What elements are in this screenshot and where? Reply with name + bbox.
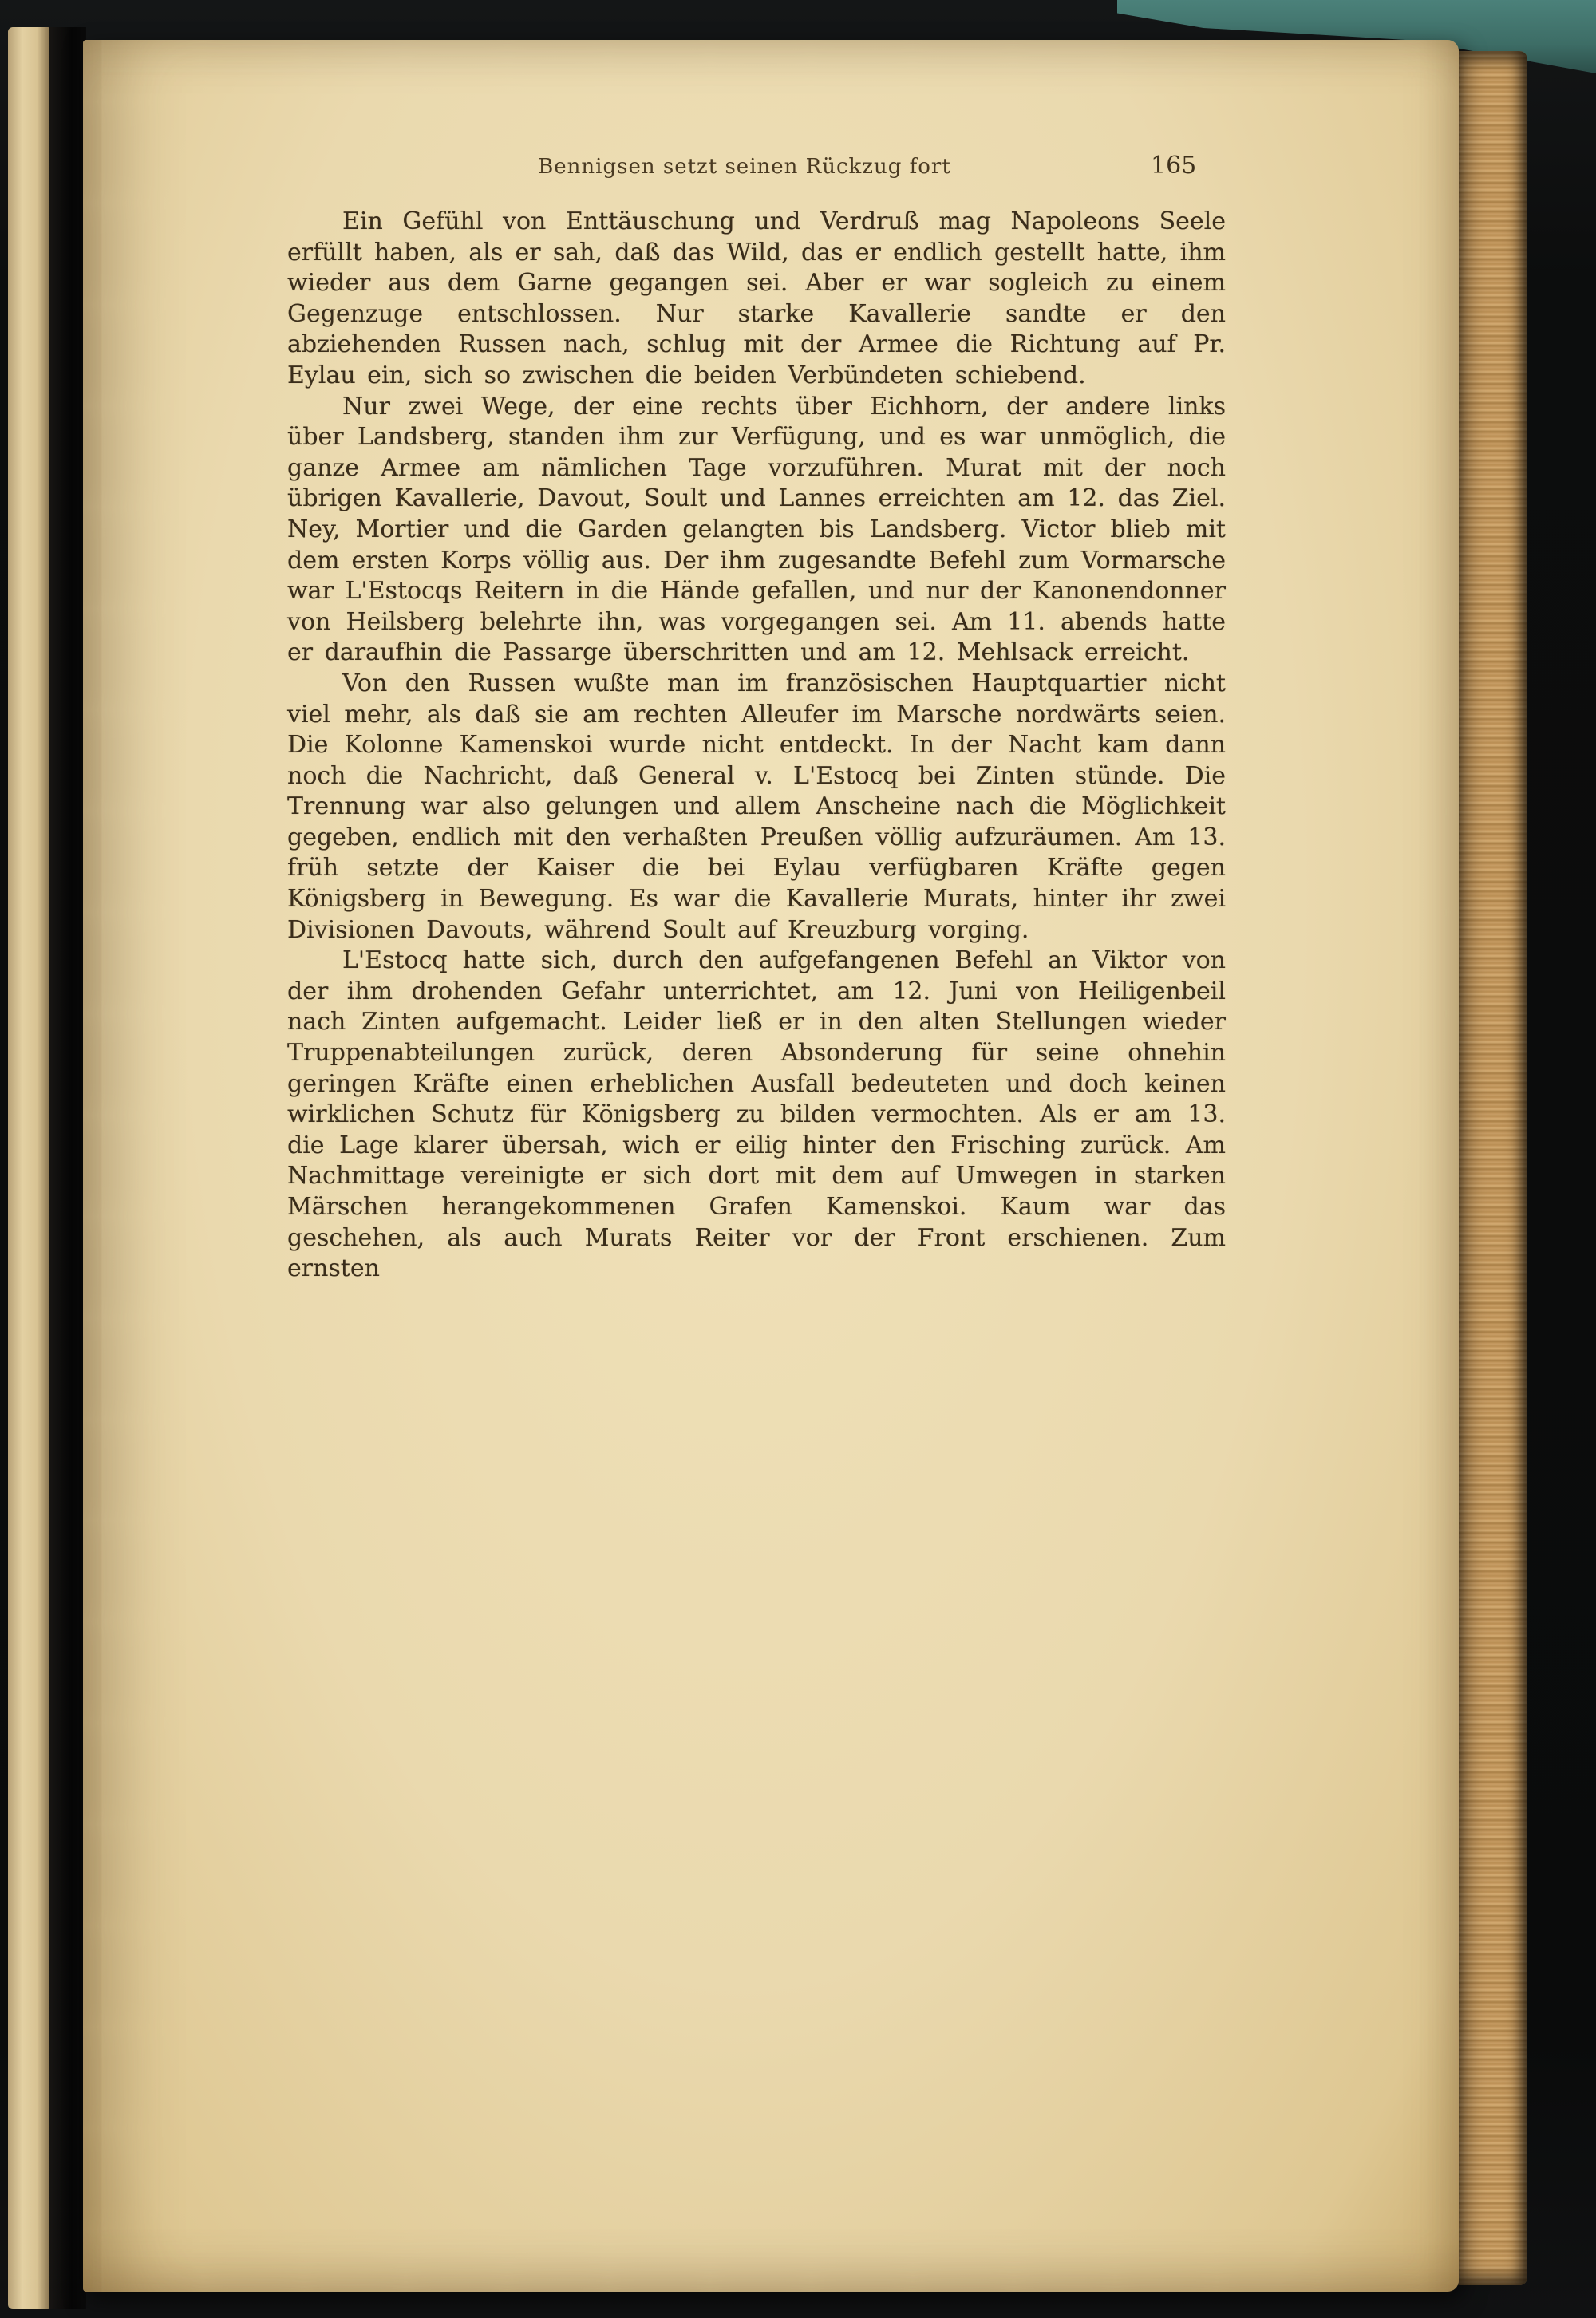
paragraph-3: Von den Russen wußte man im französischen Hauptquartier nicht viel mehr, als daß sie am rechten Alleufer im Marsche nordwärts seien. Die Kolonne Kamenskoi wurde nicht entdeckt. In der Nacht kam dann noch die Nachricht, daß General v. L'Estocq bei Zinten stünde. Die Trennung war also gelungen und allem Anscheine nach die Möglichkeit gegeben, endlich mit den verhaßten Preußen völlig aufzuräumen. Am 13. früh setzte der Kaiser die bei Eylau verfügbaren Kräfte gegen Königsberg in Bewegung. Es war die Kavallerie Murats, hinter ihr zwei Divisionen Davouts, während Soult auf Kreuzburg vorging. — [287, 669, 1226, 944]
running-header — [287, 152, 1226, 180]
body-text — [287, 207, 1226, 1285]
paragraph-4: L'Estocq hatte sich, durch den aufgefangenen Befehl an Viktor von der ihm drohenden Gefahr unterrichtet, am 12. Juni von Heiligenbeil nach Zinten aufgemacht. Leider ließ er in den alten Stellungen wieder Truppenabteilungen zurück, deren Absonderung für seine ohnehin geringen Kräfte einen erheblichen Ausfall bedeuteten und doch keinen wirklichen Schutz für Königsberg zu bilden vermochten. Als er am 13. die Lage klarer übersah, wich er eilig hinter den Frisching zurück. Am Nachmittage vereinigte er sich dort mit dem auf Umwegen in starken Märschen herangekommenen Grafen Kamenskoi. Kaum war das geschehen, als auch Murats Reiter vor der Front erschienen. Zum ernsten — [287, 946, 1226, 1283]
text-column — [287, 152, 1226, 1285]
page-number: 165 — [1151, 152, 1197, 180]
paragraph-1: Ein Gefühl von Enttäuschung und Verdruß mag Napoleons Seele erfüllt haben, als er sah, daß das Wild, das er endlich gestellt hatte, ihm wieder aus dem Garne gegangen sei. Aber er war sogleich zu einem Gegenzuge entschlossen. Nur starke Kavallerie sandte er den abziehenden Russen nach, schlug mit der Armee die Richtung auf Pr. Eylau ein, sich so zwischen die beiden Verbündeten schiebend. — [287, 207, 1226, 389]
page-edge-stack — [1454, 51, 1527, 2285]
running-title: Bennigsen setzt seinen Rückzug fort — [538, 155, 951, 179]
book-page — [83, 40, 1459, 2292]
spine-gutter-shadow — [49, 27, 86, 2309]
book-spine-edge — [8, 27, 49, 2309]
paragraph-2: Nur zwei Wege, der eine rechts über Eichhorn, der andere links über Landsberg, standen ihm zur Verfügung, und es war unmöglich, die ganze Armee am nämlichen Tage vorzuführen. Murat mit der noch übrigen Kavallerie, Davout, Soult und Lannes erreichten am 12. das Ziel. Ney, Mortier und die Garden gelangten bis Landsberg. Victor blieb mit dem ersten Korps völlig aus. Der ihm zugesandte Befehl zum Vormarsche war L'Estocqs Reitern in die Hände gefallen, und nur der Kanonendonner von Heilsberg belehrte ihn, was vorgegangen sei. Am 11. abends hatte er daraufhin die Passarge überschritten und am 12. Mehlsack erreicht. — [287, 392, 1226, 667]
